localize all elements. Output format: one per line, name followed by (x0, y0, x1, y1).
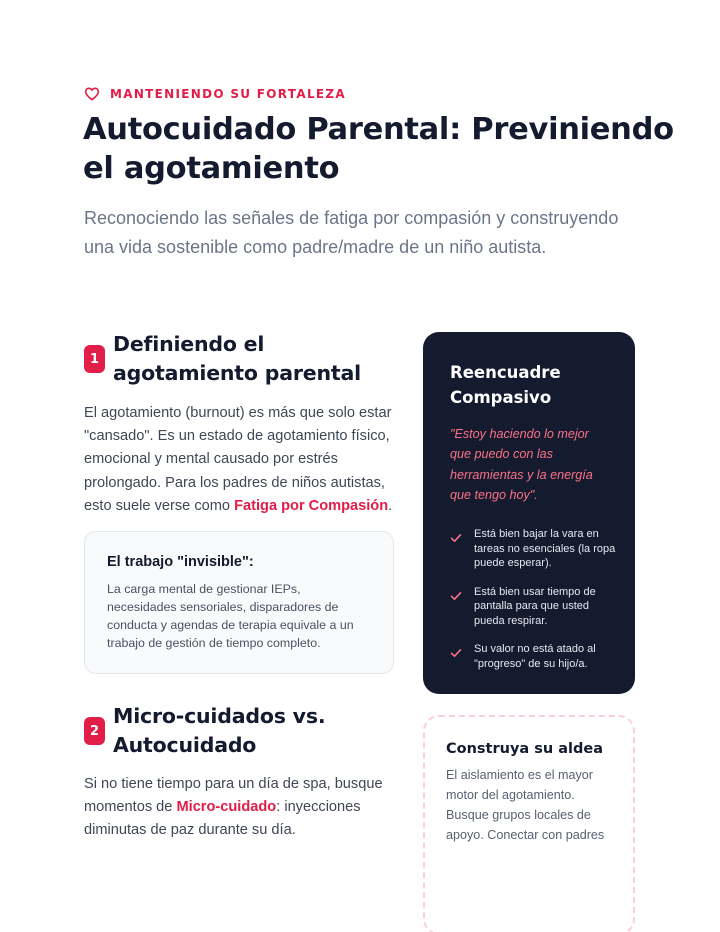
section-2-heading: Micro-cuidados vs. Autocuidado (113, 704, 326, 757)
reframe-title: Reencuadre Compasivo (450, 363, 561, 407)
section-2-number-badge: 2 (84, 717, 105, 745)
eyebrow (84, 86, 346, 102)
section-2-body (84, 773, 404, 843)
compassionate-reframe-card (423, 332, 635, 694)
invisible-work-box (84, 531, 394, 674)
compassion-fatigue-highlight: Fatiga por Compasión (234, 497, 389, 514)
list-item (450, 642, 617, 671)
page-title: Autocuidado Parental: Previniendo el agotamiento (83, 112, 674, 186)
section-1-body (84, 402, 404, 518)
section-2-body-end: : inyecciones diminutas de paz durante su día. (84, 799, 361, 839)
page-subtitle: Reconociendo las señales de fatiga por compasión y construyendo una vida sostenible como padre/madre de un niño autista. (84, 208, 619, 257)
list-item-text: Está bien usar tiempo de pantalla para que usted pueda respirar. (474, 585, 596, 627)
list-item-text: Está bien bajar la vara en tareas no esenciales (la ropa puede esperar). (474, 528, 616, 570)
village-title: Construya su aldea (446, 741, 604, 757)
invisible-work-text: La carga mental de gestionar IEPs, necesidades sensoriales, disparadores de conducta y agendas de terapia equivale a un trabajo de gestión de tiempo completo. (107, 582, 354, 650)
eyebrow-label: MANTENIENDO SU FORTALEZA (110, 87, 346, 101)
reframe-quote: "Estoy haciendo lo mejor que puedo con las herramientas y la energía que tengo hoy". (450, 427, 593, 502)
heart-icon (84, 86, 100, 102)
section-1-heading: Definiendo el agotamiento parental (113, 332, 361, 385)
check-icon (450, 647, 462, 659)
invisible-work-title: El trabajo "invisible": (107, 554, 254, 570)
check-icon (450, 532, 462, 544)
section-1-number-badge: 1 (84, 345, 105, 373)
section-1-header (84, 330, 373, 388)
list-item (450, 585, 617, 629)
section-1-body-text: El agotamiento (burnout) es más que solo estar "cansado". Es un estado de agotamiento físico, emocional y mental causado por estrés prolongado. Para los padres de niños autistas, esto suele verse como (84, 405, 392, 514)
reframe-list (450, 527, 617, 671)
section-2-header (84, 702, 353, 760)
list-item (450, 527, 617, 571)
section-1-body-end: . (388, 497, 393, 514)
section-2-body-text: Si no tiene tiempo para un día de spa, busque momentos de (84, 776, 383, 816)
micro-care-highlight: Micro-cuidado (176, 799, 277, 816)
build-village-card (423, 715, 635, 932)
check-icon (450, 590, 462, 602)
village-text: El aislamiento es el mayor motor del agotamiento. Busque grupos locales de apoyo. Conectar con padres (446, 768, 605, 842)
list-item-text: Su valor no está atado al "progreso" de su hijo/a. (474, 643, 596, 670)
